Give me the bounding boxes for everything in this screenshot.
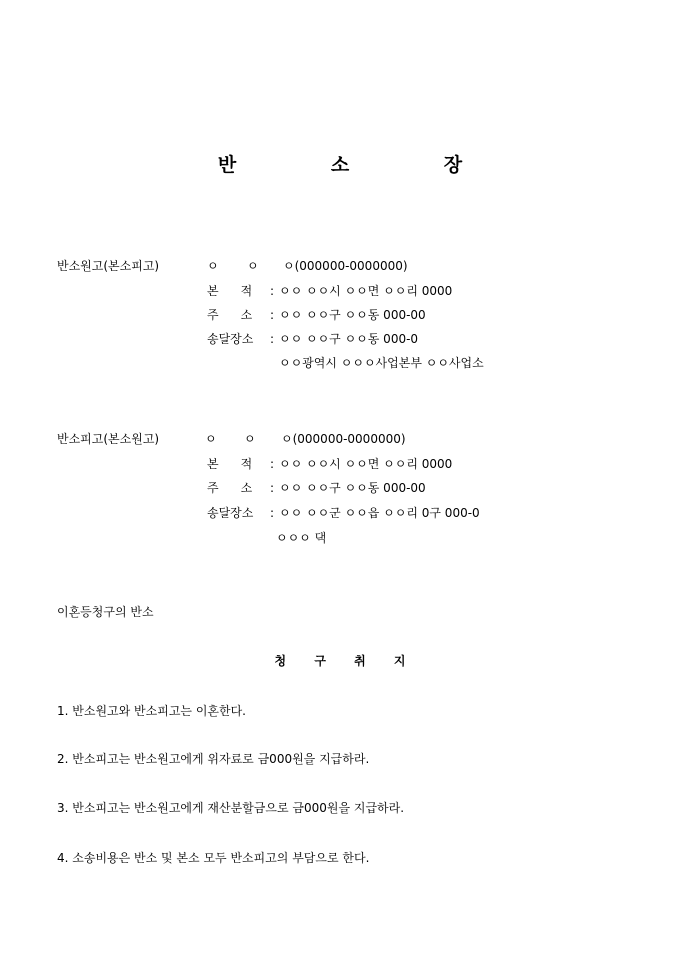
address-label: 주 소 xyxy=(207,481,253,495)
claim-section-title xyxy=(0,652,680,669)
counter-plaintiff-address-row xyxy=(207,306,426,323)
counter-defendant-name-mark-1: ㅇ xyxy=(205,432,217,446)
claim-title-char-4: 지 xyxy=(393,654,406,668)
colon: : xyxy=(269,284,275,298)
counter-defendant-address-row xyxy=(207,479,426,496)
service-label: 송달장소 xyxy=(207,332,254,346)
counter-defendant-domicile: ㅇㅇ ㅇㅇ시 ㅇㅇ면 ㅇㅇ리 0000 xyxy=(279,457,453,471)
counter-plaintiff-service-line2: ㅇㅇ광역시 ㅇㅇㅇ사업본부 ㅇㅇ사업소 xyxy=(279,356,484,370)
document-title xyxy=(0,150,680,177)
claim-item-1: 1. 반소원고와 반소피고는 이혼한다. xyxy=(57,704,246,718)
counter-plaintiff-name-mark-2: ㅇ xyxy=(247,259,259,273)
case-name: 이혼등청구의 반소 xyxy=(57,605,154,619)
counter-plaintiff-domicile-row xyxy=(207,282,452,299)
counter-defendant-service-line2: ㅇㅇㅇ 댁 xyxy=(276,531,327,545)
claim-title-char-3: 취 xyxy=(354,654,366,668)
counter-defendant-label: 반소피고(본소원고) xyxy=(57,432,160,446)
claim-item-4: 4. 소송비용은 반소 및 본소 모두 반소피고의 부담으로 한다. xyxy=(57,851,370,865)
claim-item-3: 3. 반소피고는 반소원고에게 재산분할금으로 금000원을 지급하라. xyxy=(57,801,405,815)
counter-plaintiff-domicile: ㅇㅇ ㅇㅇ시 ㅇㅇ면 ㅇㅇ리 0000 xyxy=(279,284,453,298)
address-label: 주 소 xyxy=(207,308,253,322)
colon: : xyxy=(269,308,275,322)
claim-item-2: 2. 반소피고는 반소원고에게 위자료로 금000원을 지급하라. xyxy=(57,752,370,766)
counter-plaintiff-label: 반소원고(본소피고) xyxy=(57,259,160,273)
counter-plaintiff-service: ㅇㅇ ㅇㅇ구 ㅇㅇ동 000-0 xyxy=(279,332,419,346)
claim-title-char-1: 청 xyxy=(274,654,287,668)
colon: : xyxy=(269,506,275,520)
title-char-2: 소 xyxy=(330,154,350,176)
counter-plaintiff-name-mark-1: ㅇ xyxy=(207,259,219,273)
colon: : xyxy=(269,481,275,495)
counter-defendant-name-mark-2: ㅇ xyxy=(244,432,256,446)
counter-plaintiff-name-id: ㅇ(000000-0000000) xyxy=(283,259,408,273)
service-label: 송달장소 xyxy=(207,506,254,520)
domicile-label: 본 적 xyxy=(207,457,253,471)
counter-defendant-service-row xyxy=(207,504,480,521)
counter-defendant-domicile-row xyxy=(207,455,452,472)
counter-defendant-name-id: ㅇ(000000-0000000) xyxy=(281,432,406,446)
title-char-1: 반 xyxy=(217,154,237,176)
counter-plaintiff-address: ㅇㅇ ㅇㅇ구 ㅇㅇ동 000-00 xyxy=(279,308,426,322)
colon: : xyxy=(269,457,275,471)
counter-defendant-address: ㅇㅇ ㅇㅇ구 ㅇㅇ동 000-00 xyxy=(279,481,426,495)
claim-title-char-2: 구 xyxy=(314,654,326,668)
counter-defendant-service: ㅇㅇ ㅇㅇ군 ㅇㅇ읍 ㅇㅇ리 0구 000-0 xyxy=(279,506,480,520)
colon: : xyxy=(269,332,275,346)
title-char-3: 장 xyxy=(443,154,463,176)
domicile-label: 본 적 xyxy=(207,284,253,298)
counter-plaintiff-service-row xyxy=(207,330,418,347)
